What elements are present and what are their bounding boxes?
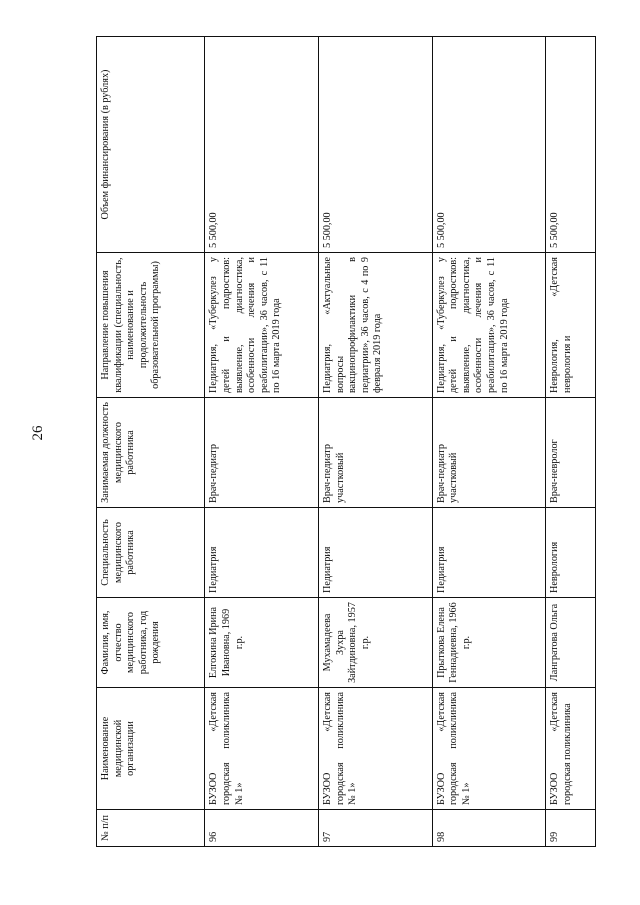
cell-position: Врач-педиатр [205, 398, 319, 508]
cell-amount: 5 500,00 [319, 37, 433, 253]
cell-organization: БУЗОО «Детская городская поликлиника [546, 688, 596, 810]
cell-amount: 5 500,00 [205, 37, 319, 253]
header-position: Занимаемая должность медицинского работника [97, 398, 205, 508]
header-person: Фамилия, имя, отчество медицинского работника, год рождения [97, 598, 205, 688]
cell-person: Прыткова Елена Геннадиевна, 1966 г.р. [432, 598, 546, 688]
table-row [319, 37, 433, 847]
cell-training: Педиатрия, «Туберкулез у детей и подростков: выявление, диагностика, особенности лечения и реабилитации», 36 часов, с 11 по 16 марта 2019 года [432, 253, 546, 398]
cell-specialty: Педиатрия [319, 508, 433, 598]
cell-num: 98 [432, 810, 546, 847]
table-row [432, 37, 546, 847]
cell-position: Врач-педиатр участковый [432, 398, 546, 508]
cell-specialty: Педиатрия [205, 508, 319, 598]
table-header-row [97, 37, 205, 847]
cell-training: Педиатрия, «Туберкулез у детей и подростков: выявление, диагностика, особенности лечения и реабилитации», 36 часов, с 11 по 16 марта 2019 года [205, 253, 319, 398]
cell-num: 96 [205, 810, 319, 847]
cell-position: Врач-педиатр участковый [319, 398, 433, 508]
header-specialty: Специальность медицинского работника [97, 508, 205, 598]
page-number: 26 [30, 425, 46, 441]
header-training: Направление повышения квалификации (специальность, наименование и продолжительность образовательной программы) [97, 253, 205, 398]
cell-amount: 5 500,00 [432, 37, 546, 253]
header-amount: Объем финансирования (в рублях) [97, 37, 205, 253]
cell-specialty: Педиатрия [432, 508, 546, 598]
cell-person: Лангратова Ольга [546, 598, 596, 688]
header-organization: Наименование медицинской организации [97, 688, 205, 810]
cell-training: Неврология, «Детская неврология и [546, 253, 596, 398]
cell-organization: БУЗОО «Детская городская поликлиника № 1» [432, 688, 546, 810]
cell-specialty: Неврология [546, 508, 596, 598]
cell-num: 99 [546, 810, 596, 847]
cell-position: Врач-невролог [546, 398, 596, 508]
table-row [205, 37, 319, 847]
cell-person: Мухамадеева Зухра Зайтдиновна, 1957 г.р. [319, 598, 433, 688]
cell-num: 97 [319, 810, 433, 847]
cell-training: Педиатрия, «Актуальные вопросы вакцинопрофилактики в педиатрии», 36 часов, с 4 по 9 февраля 2019 года [319, 253, 433, 398]
cell-organization: БУЗОО «Детская городская поликлиника № 1» [205, 688, 319, 810]
staff-training-table [96, 36, 596, 847]
rotated-table-container [96, 37, 596, 847]
cell-organization: БУЗОО «Детская городская поликлиника № 1» [319, 688, 433, 810]
cell-amount: 5 500,00 [546, 37, 596, 253]
table-row [546, 37, 596, 847]
header-num: № п/п [97, 810, 205, 847]
cell-person: Елгокина Ирина Ивановна, 1969 г.р. [205, 598, 319, 688]
